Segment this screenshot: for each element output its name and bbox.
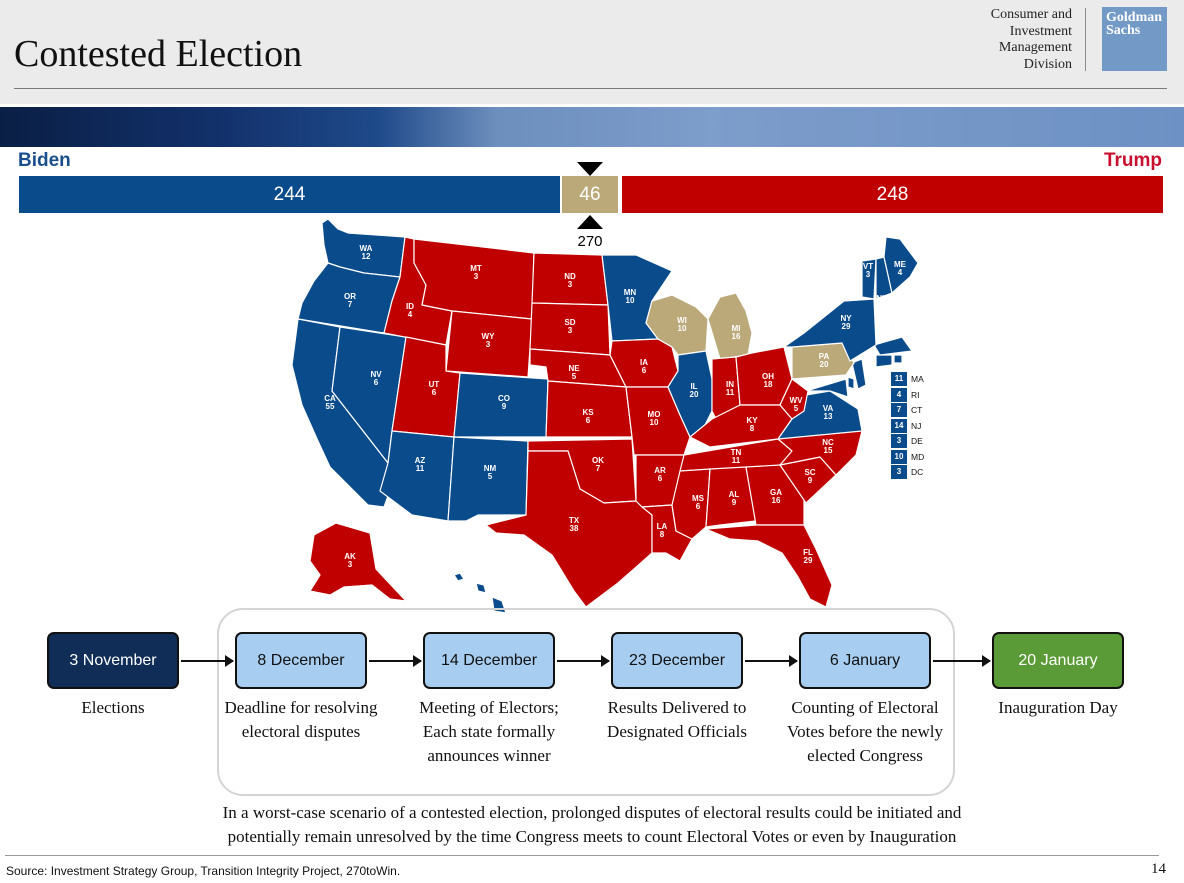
us-electoral-map [280,215,960,615]
legend-state: MA [911,374,924,384]
state-label-hi: HI 4 [476,594,484,611]
state-label-vt: VT 3 [862,262,874,279]
state-label-fl: FL 29 [803,548,813,565]
timeline-arrow-icon [181,660,233,662]
page-number: 14 [1151,861,1166,877]
contested-votes-value: 46 [579,183,601,205]
timeline-arrow-icon [557,660,609,662]
trump-votes-value: 248 [876,183,909,205]
legend-state: MD [911,451,925,462]
state-label-mo: MO 10 [647,410,661,427]
legend-state: NJ [911,420,922,431]
biden-label: Biden [18,150,71,171]
divider [1085,8,1086,71]
state-label-co: CO 9 [498,394,510,411]
state-ma [874,337,912,355]
state-label-ga: GA 16 [770,488,782,505]
state-label-ca: CA 55 [324,394,336,411]
state-label-pa: PA 20 [818,352,830,369]
biden-votes-bar [19,176,560,213]
state-label-id: ID 4 [406,302,414,319]
state-label-tx: TX 38 [568,516,580,533]
state-label-sc: SC 9 [804,468,816,485]
slide-header [0,0,1184,104]
legend-state: DE [911,436,923,446]
state-label-wv: WV 5 [789,396,803,413]
timeline-arrow-icon [369,660,421,662]
state-ms [672,469,710,539]
state-label-al: AL 9 [728,490,740,507]
state-label-il: IL 20 [689,382,699,399]
footer-divider [5,855,1159,856]
timeline-description: Results Delivered to Designated Officials [607,698,747,741]
state-label-ms: MS 6 [692,494,704,511]
goldman-sachs-logo [1102,7,1167,71]
legend-state: CT [911,405,923,415]
contested-votes-bar [562,176,618,213]
state-label-mt: MT 3 [470,264,482,281]
summary-line: In a worst-case scenario of a contested election, prolonged disputes of electoral results could be initiated and [222,803,962,822]
state-label-va: VA 13 [822,404,834,421]
timeline-date-box: 8 December [235,632,367,689]
page-title: Contested Election [14,33,303,75]
legend-votes: 3 [891,465,907,479]
division-line: Investment [1009,23,1072,39]
summary-text [0,801,1184,849]
timeline-description: Deadline for resolving electoral disputes [224,698,378,741]
biden-votes-value: 244 [273,183,306,205]
timeline-date-box: 6 January [799,632,931,689]
state-label-nm: NM 5 [483,464,497,481]
state-label-tn: TN 11 [730,448,742,465]
division-line: Management [998,40,1072,55]
timeline-description: Elections [81,698,145,717]
timeline-arrow-icon [933,660,990,662]
timeline-arrow-icon [745,660,797,662]
state-label-ne: NE 5 [568,364,580,381]
state-label-nc: NC 15 [822,438,834,455]
header-divider [14,88,1167,89]
state-label-ok: OK 7 [592,456,604,473]
state-label-wy: WY 3 [481,332,495,349]
state-de [848,377,854,389]
state-az [380,431,454,521]
timeline-date-box: 14 December [423,632,555,689]
legend-votes: 11 [891,372,907,386]
trump-votes-bar [622,176,1163,213]
source-note: Source: Investment Strategy Group, Transition Integrity Project, 270toWin. [6,864,401,878]
state-label-mn: MN 10 [623,288,637,305]
timeline-date-box: 3 November [47,632,179,689]
state-label-oh: OH 18 [762,372,774,389]
state-label-az: AZ 11 [414,456,426,473]
legend-votes: 3 [891,434,907,448]
state-ct [876,355,892,367]
threshold-marker-top-icon [577,162,603,176]
summary-line: potentially remain unresolved by the time Congress meets to count Electoral Votes or even by Inauguration [227,827,957,846]
state-ri [894,355,902,363]
timeline-description: Counting of Electoral Votes before the newly elected Congress [787,698,943,765]
legend-votes: 10 [891,450,907,464]
logo-line: Sachs [1106,23,1141,38]
legend-votes: 4 [891,388,907,402]
state-label-ak: AK 3 [344,552,356,569]
legend-state: RI [911,389,920,400]
state-label-ny: NY 29 [840,314,852,331]
timeline-date-box: 20 January [992,632,1124,689]
legend-votes: 7 [891,403,907,417]
state-mi [708,293,752,359]
state-label-sd: SD 3 [564,318,576,335]
division-line: Division [1023,56,1072,72]
state-label-or: OR 7 [344,292,356,309]
timeline-description: Inauguration Day [998,698,1118,717]
threshold-value: 270 [577,233,603,250]
trump-label: Trump [1103,150,1162,171]
gradient-band [0,107,1184,147]
logo-line: Goldman [1106,10,1163,25]
state-label-nv: NV 6 [370,370,382,387]
state-label-ut: UT 6 [428,380,440,397]
timeline-date-box: 23 December [611,632,743,689]
state-label-ia: IA 6 [640,358,648,375]
state-label-wa: WA 12 [359,244,373,261]
legend-state: DC [911,467,924,477]
state-label-nd: ND 3 [564,272,576,289]
state-label-ky: KY 8 [746,416,758,433]
state-label-ar: AR 6 [654,466,666,483]
state-label-wi: WI 10 [677,316,687,333]
state-label-nh: NH 4 [876,294,888,311]
state-label-ks: KS 6 [582,408,594,425]
timeline-description: Meeting of Electors; Each state formally announces winner [419,698,559,765]
state-fl [706,525,832,607]
state-ak [310,523,406,601]
division-line: Consumer and [990,7,1072,22]
state-label-la: LA 8 [656,522,668,539]
state-label-mi: MI 16 [731,324,741,341]
state-label-me: ME 4 [894,260,906,277]
state-label-in: IN 11 [725,380,735,397]
division-label [952,7,1072,73]
legend-votes: 14 [891,419,907,433]
